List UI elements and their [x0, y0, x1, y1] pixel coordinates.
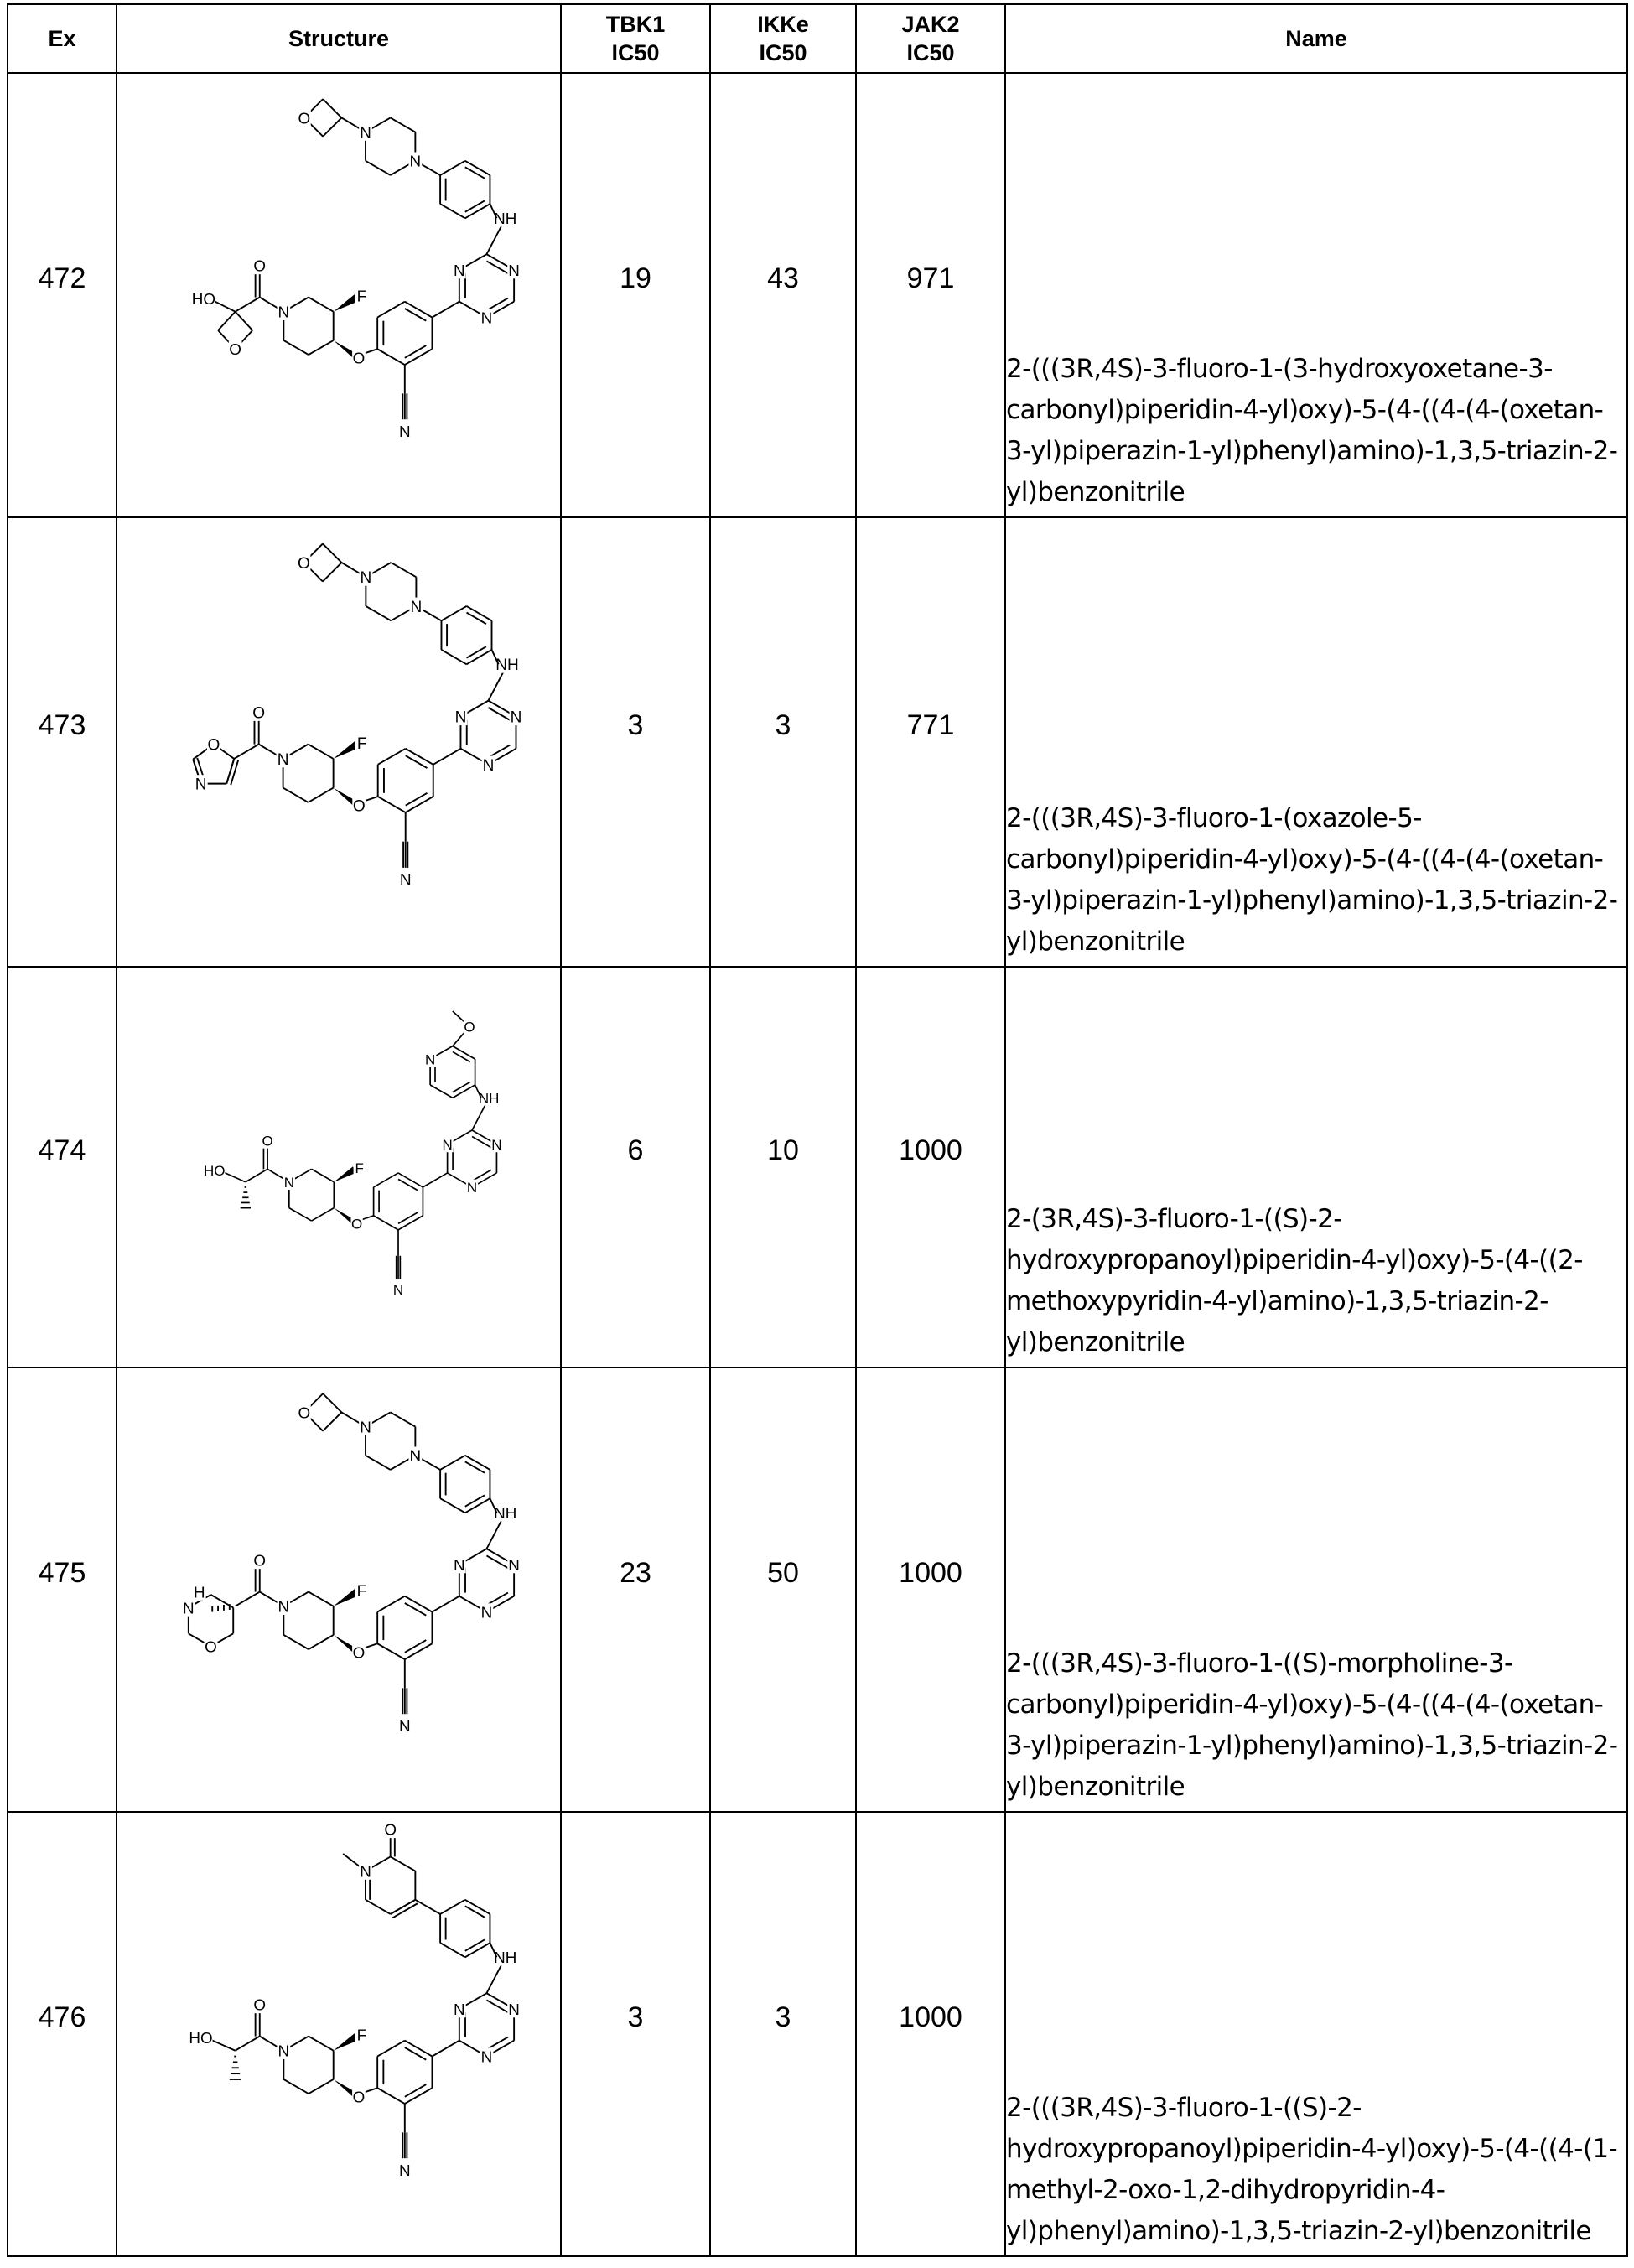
ring-bond [309, 745, 334, 759]
jak2-ic50: 1000 [856, 1812, 1005, 2256]
ring-bond [323, 117, 341, 136]
ring-bond [405, 2041, 433, 2057]
bond [432, 1596, 459, 1612]
aromatic-bond [398, 1179, 418, 1190]
header-jak2-line1: JAK2 [901, 12, 959, 37]
ring-bond [374, 1173, 398, 1187]
atom-label: O [208, 737, 220, 755]
example-number: 473 [8, 517, 117, 967]
atom-label: F [357, 2027, 367, 2044]
bond [236, 298, 260, 312]
wedge-bond [334, 1589, 358, 1606]
atom-label: N [195, 776, 207, 794]
ring-bond [309, 788, 334, 802]
ring-bond [465, 1943, 490, 1957]
compound-name: 2-(((3R,4S)-3-fluoro-1-((S)-morpholine-3-carbonyl)piperidin-4-yl)oxy)-5-(4-((4-(4-(oxetan-3-yl)piperazin-1-yl)phenyl)amino)-1,3,5-triazin-2-yl)benzonitrile [1005, 1368, 1627, 1812]
aromatic-bond [488, 745, 510, 758]
ring-bond [312, 1169, 335, 1181]
aromatic-bond [486, 1555, 507, 1568]
tbk1-ic50: 6 [561, 967, 710, 1368]
atom-label: HO [192, 290, 215, 308]
atom-label: O [253, 257, 266, 275]
ring-bond [377, 1643, 405, 1659]
atom-label: N [410, 153, 422, 170]
structure-cell [117, 967, 561, 1368]
ring-bond [398, 1173, 423, 1187]
bond [486, 1518, 502, 1549]
atom-label: O [384, 1821, 397, 1839]
ring-bond [405, 1643, 433, 1659]
aromatic-bond [405, 1603, 426, 1616]
ring-bond [405, 349, 433, 365]
atom-label: N [278, 2042, 290, 2060]
ring-bond [398, 1216, 423, 1230]
structure-cell [117, 73, 561, 517]
bond [236, 1592, 260, 1606]
atom-label: N [284, 1175, 294, 1191]
atom-label: O [252, 704, 265, 722]
ikke-ic50: 10 [710, 967, 856, 1368]
aromatic-bond [465, 200, 485, 211]
atom-label: O [351, 1216, 362, 1232]
table-row [8, 517, 1627, 967]
ring-bond [283, 1635, 309, 1649]
atom-label: N [508, 2001, 520, 2018]
atom-label: N [183, 1599, 195, 1617]
atom-label: N [454, 2001, 465, 2018]
aromatic-bond [486, 261, 507, 273]
aromatic-bond [405, 2047, 426, 2060]
header-structure: Structure [117, 4, 561, 73]
ring-bond [465, 1456, 490, 1470]
atom-label: N [455, 709, 467, 727]
aromatic-bond [488, 708, 510, 720]
header-jak2 [856, 4, 1005, 73]
ring-bond [366, 1900, 391, 1914]
wedge-bond [334, 1166, 355, 1182]
molecule [193, 543, 522, 889]
header-ikke-line1: IKKe [757, 12, 809, 37]
molecule [192, 99, 521, 440]
ring-bond [289, 1208, 312, 1221]
atom-label: O [353, 797, 366, 815]
ring-bond [405, 302, 433, 318]
aromatic-bond [405, 309, 426, 321]
atom-label: O [298, 1404, 311, 1421]
ring-bond [366, 1456, 391, 1470]
atom-label: N [399, 2162, 411, 2179]
jak2-ic50: 971 [856, 73, 1005, 517]
jak2-ic50: 1000 [856, 967, 1005, 1368]
wedge-bond [334, 741, 358, 759]
atom-label: N [278, 304, 290, 321]
ring-bond [377, 1596, 405, 1612]
header-tbk1 [561, 4, 710, 73]
atom-label: O [353, 2088, 366, 2105]
ring-bond [440, 204, 465, 218]
atom-label: F [357, 1582, 367, 1600]
atom-label: NH [494, 1504, 516, 1522]
aromatic-bond [465, 167, 485, 178]
compound-name: 2-(((3R,4S)-3-fluoro-1-((S)-2-hydroxypropanoyl)piperidin-4-yl)oxy)-5-(4-((4-(1-methyl-2-oxo-1,2-dihydropyridin-4-yl)phenyl)amino)-1,3,5-triazin-2-yl)benzonitrile [1005, 1812, 1627, 2256]
atom-label: N [399, 423, 411, 440]
atom-label: N [511, 709, 522, 727]
ring-bond [377, 2041, 405, 2057]
aromatic-bond [453, 1082, 470, 1092]
bond [236, 2037, 260, 2051]
header-ex: Ex [8, 4, 117, 73]
tbk1-ic50: 19 [561, 73, 710, 517]
ring-bond [465, 1498, 490, 1513]
atom-label: N [483, 757, 495, 775]
atom-label: N [508, 262, 520, 279]
ring-bond [323, 563, 342, 582]
chemical-structure-drawing [117, 968, 560, 1366]
atom-label: N [410, 1447, 422, 1465]
ring-bond [377, 2088, 405, 2104]
ring-bond [440, 1900, 465, 1914]
bond [432, 2041, 459, 2057]
ring-bond [312, 1208, 335, 1221]
atom-label: N [360, 1418, 371, 1435]
ring-bond [283, 2079, 309, 2094]
atom-label: F [357, 735, 367, 753]
ring-bond [440, 1943, 465, 1957]
bond [432, 302, 459, 318]
atom-label: N [400, 872, 412, 890]
atom-label: N [481, 309, 493, 326]
atom-label: N [454, 262, 465, 279]
aromatic-bond [465, 1939, 485, 1950]
ring-bond [309, 2079, 334, 2094]
structure-cell [117, 517, 561, 967]
ring-bond [453, 1046, 475, 1059]
ring-bond [440, 1456, 465, 1470]
structure-cell [117, 1812, 561, 2256]
ring-bond [405, 2088, 433, 2104]
ring-bond [309, 1635, 334, 1649]
aromatic-bond [466, 613, 485, 625]
example-number: 475 [8, 1368, 117, 1812]
atom-label: NH [495, 657, 519, 674]
atom-label: F [355, 1160, 364, 1176]
atom-label: N [508, 1556, 520, 1574]
ring-bond [283, 340, 309, 355]
tbk1-ic50: 23 [561, 1368, 710, 1812]
aromatic-bond [405, 1640, 426, 1653]
aromatic-bond [406, 793, 428, 806]
table-row [8, 1812, 1627, 2256]
atom-label: N [454, 1556, 465, 1574]
atom-label: O [253, 1552, 266, 1570]
table-row [8, 73, 1627, 517]
atom-label: NH [479, 1091, 500, 1107]
aromatic-bond [465, 1906, 485, 1917]
aromatic-bond [405, 2084, 426, 2097]
chemical-structure-drawing [117, 519, 560, 965]
ring-bond [441, 606, 466, 620]
ikke-ic50: 43 [710, 73, 856, 517]
ring-bond [391, 1412, 416, 1426]
ring-bond [430, 1085, 453, 1098]
structure-cell [117, 1368, 561, 1812]
bond [486, 224, 502, 254]
atom-label: O [229, 340, 241, 358]
molecule [204, 1011, 502, 1298]
aromatic-bond [466, 646, 485, 658]
ring-bond [309, 298, 334, 312]
table-row [8, 1368, 1627, 1812]
bond [415, 1900, 440, 1914]
ring-bond [377, 302, 405, 318]
atom-label: O [253, 1996, 266, 2014]
compound-name: 2-(((3R,4S)-3-fluoro-1-(oxazole-5-carbonyl)piperidin-4-yl)oxy)-5-(4-((4-(4-(oxetan-3-yl)piperazin-1-yl)phenyl)amino)-1,3,5-triazin-2-yl)benzonitrile [1005, 517, 1627, 967]
molecule [189, 1821, 521, 2179]
ring-bond [466, 606, 491, 620]
atom-label: O [262, 1134, 272, 1150]
ring-bond [406, 749, 433, 765]
ring-bond [218, 312, 236, 330]
ikke-ic50: 3 [710, 517, 856, 967]
ring-bond [465, 1900, 490, 1914]
ring-bond [465, 204, 490, 218]
aromatic-bond [398, 1212, 418, 1223]
jak2-ic50: 1000 [856, 1368, 1005, 1812]
atom-label: N [411, 599, 423, 616]
atom-label: N [360, 569, 371, 587]
atom-label: N [467, 1180, 477, 1196]
ring-bond [440, 1498, 465, 1513]
ikke-ic50: 3 [710, 1812, 856, 2256]
chemical-structure-drawing [117, 1814, 560, 2255]
atom-label: N [442, 1137, 452, 1153]
ring-bond [391, 563, 416, 577]
bond [210, 2039, 236, 2051]
atom-label: N [425, 1051, 435, 1067]
ring-bond [323, 1393, 341, 1412]
tbk1-ic50: 3 [561, 1812, 710, 2256]
ring-bond [366, 161, 391, 175]
atom-label: NH [494, 1949, 516, 1966]
atom-label: NH [494, 210, 516, 227]
aromatic-bond [465, 1495, 485, 1506]
ring-bond [465, 161, 490, 175]
ikke-ic50: 50 [710, 1368, 856, 1812]
atom-label: N [360, 123, 371, 141]
aromatic-bond [486, 2000, 507, 2012]
aromatic-bond [472, 1136, 491, 1147]
ring-bond [441, 650, 466, 664]
chemical-structure-drawing [117, 75, 560, 516]
bond [423, 1173, 447, 1187]
example-number: 476 [8, 1812, 117, 2256]
ring-bond [466, 650, 491, 664]
ring-bond [283, 788, 309, 802]
atom-label: HO [189, 2029, 212, 2047]
header-ikke-line2: IC50 [759, 40, 807, 65]
atom-label: N [360, 1862, 371, 1880]
wedge-bond [334, 2033, 358, 2051]
atom-label: N [393, 1282, 403, 1298]
ring-bond [378, 797, 406, 812]
compound-table [7, 3, 1628, 2257]
header-row [8, 4, 1627, 73]
ring-bond [323, 99, 341, 117]
example-number: 472 [8, 73, 117, 517]
bond [486, 1963, 502, 1993]
ring-bond [323, 543, 342, 563]
bond [472, 1103, 486, 1130]
ring-bond [391, 117, 416, 132]
atom-label: HO [204, 1163, 225, 1179]
aromatic-bond [406, 755, 428, 768]
header-jak2-line2: IC50 [906, 40, 954, 65]
chemical-structure-drawing [117, 1369, 560, 1810]
ring-bond [309, 1592, 334, 1606]
atom-label: O [205, 1638, 217, 1656]
atom-label: N [278, 1598, 290, 1616]
ring-bond [374, 1216, 398, 1230]
ring-bond [405, 1596, 433, 1612]
atom-label: N [491, 1137, 501, 1153]
bond [222, 1171, 246, 1181]
atom-label: O [464, 1020, 475, 1035]
table-row [8, 967, 1627, 1368]
ring-bond [377, 349, 405, 365]
atom-label: N [481, 1603, 493, 1621]
bond [246, 1169, 267, 1181]
atom-label: N [399, 1717, 411, 1735]
header-name: Name [1005, 4, 1627, 73]
ring-bond [366, 606, 391, 620]
atom-label: O [298, 555, 310, 573]
ring-bond [309, 2037, 334, 2051]
ring-bond [309, 340, 334, 355]
jak2-ic50: 771 [856, 517, 1005, 967]
bond [488, 670, 504, 700]
molecule [182, 1393, 521, 1735]
ring-bond [391, 1856, 416, 1871]
aromatic-bond [405, 345, 426, 358]
header-tbk1-line2: IC50 [611, 40, 659, 65]
tbk1-ic50: 3 [561, 517, 710, 967]
atom-label: N [481, 2047, 493, 2065]
bond [234, 745, 258, 759]
aromatic-bond [465, 1461, 485, 1472]
ring-bond [406, 797, 433, 812]
bond [212, 300, 235, 312]
wedge-bond [334, 294, 358, 312]
ring-bond [453, 1085, 475, 1098]
ring-bond [378, 749, 406, 765]
atom-label: O [353, 349, 366, 366]
atom-label: N [278, 751, 289, 769]
atom-label: F [357, 288, 367, 305]
example-number: 474 [8, 967, 117, 1368]
compound-name: 2-(((3R,4S)-3-fluoro-1-(3-hydroxyoxetane-3-carbonyl)piperidin-4-yl)oxy)-5-(4-((4-(4-(oxetan-3-yl)piperazin-1-yl)phenyl)amino)-1,3,5-triazin-2-yl)benzonitrile [1005, 73, 1627, 517]
ring-bond [236, 312, 253, 330]
header-tbk1-line1: TBK1 [606, 12, 666, 37]
compound-name: 2-(3R,4S)-3-fluoro-1-((S)-2-hydroxypropanoyl)piperidin-4-yl)oxy)-5-(4-((2-methoxypyridin-4-yl)amino)-1,3,5-triazin-2-yl)benzonitrile [1005, 967, 1627, 1368]
atom-label: H [194, 1583, 205, 1601]
bond [433, 749, 461, 765]
atom-label: O [298, 109, 311, 127]
atom-label: O [353, 1643, 366, 1661]
ring-bond [440, 161, 465, 175]
header-ikke [710, 4, 856, 73]
aromatic-bond [453, 1051, 470, 1061]
ring-bond [323, 1412, 341, 1430]
